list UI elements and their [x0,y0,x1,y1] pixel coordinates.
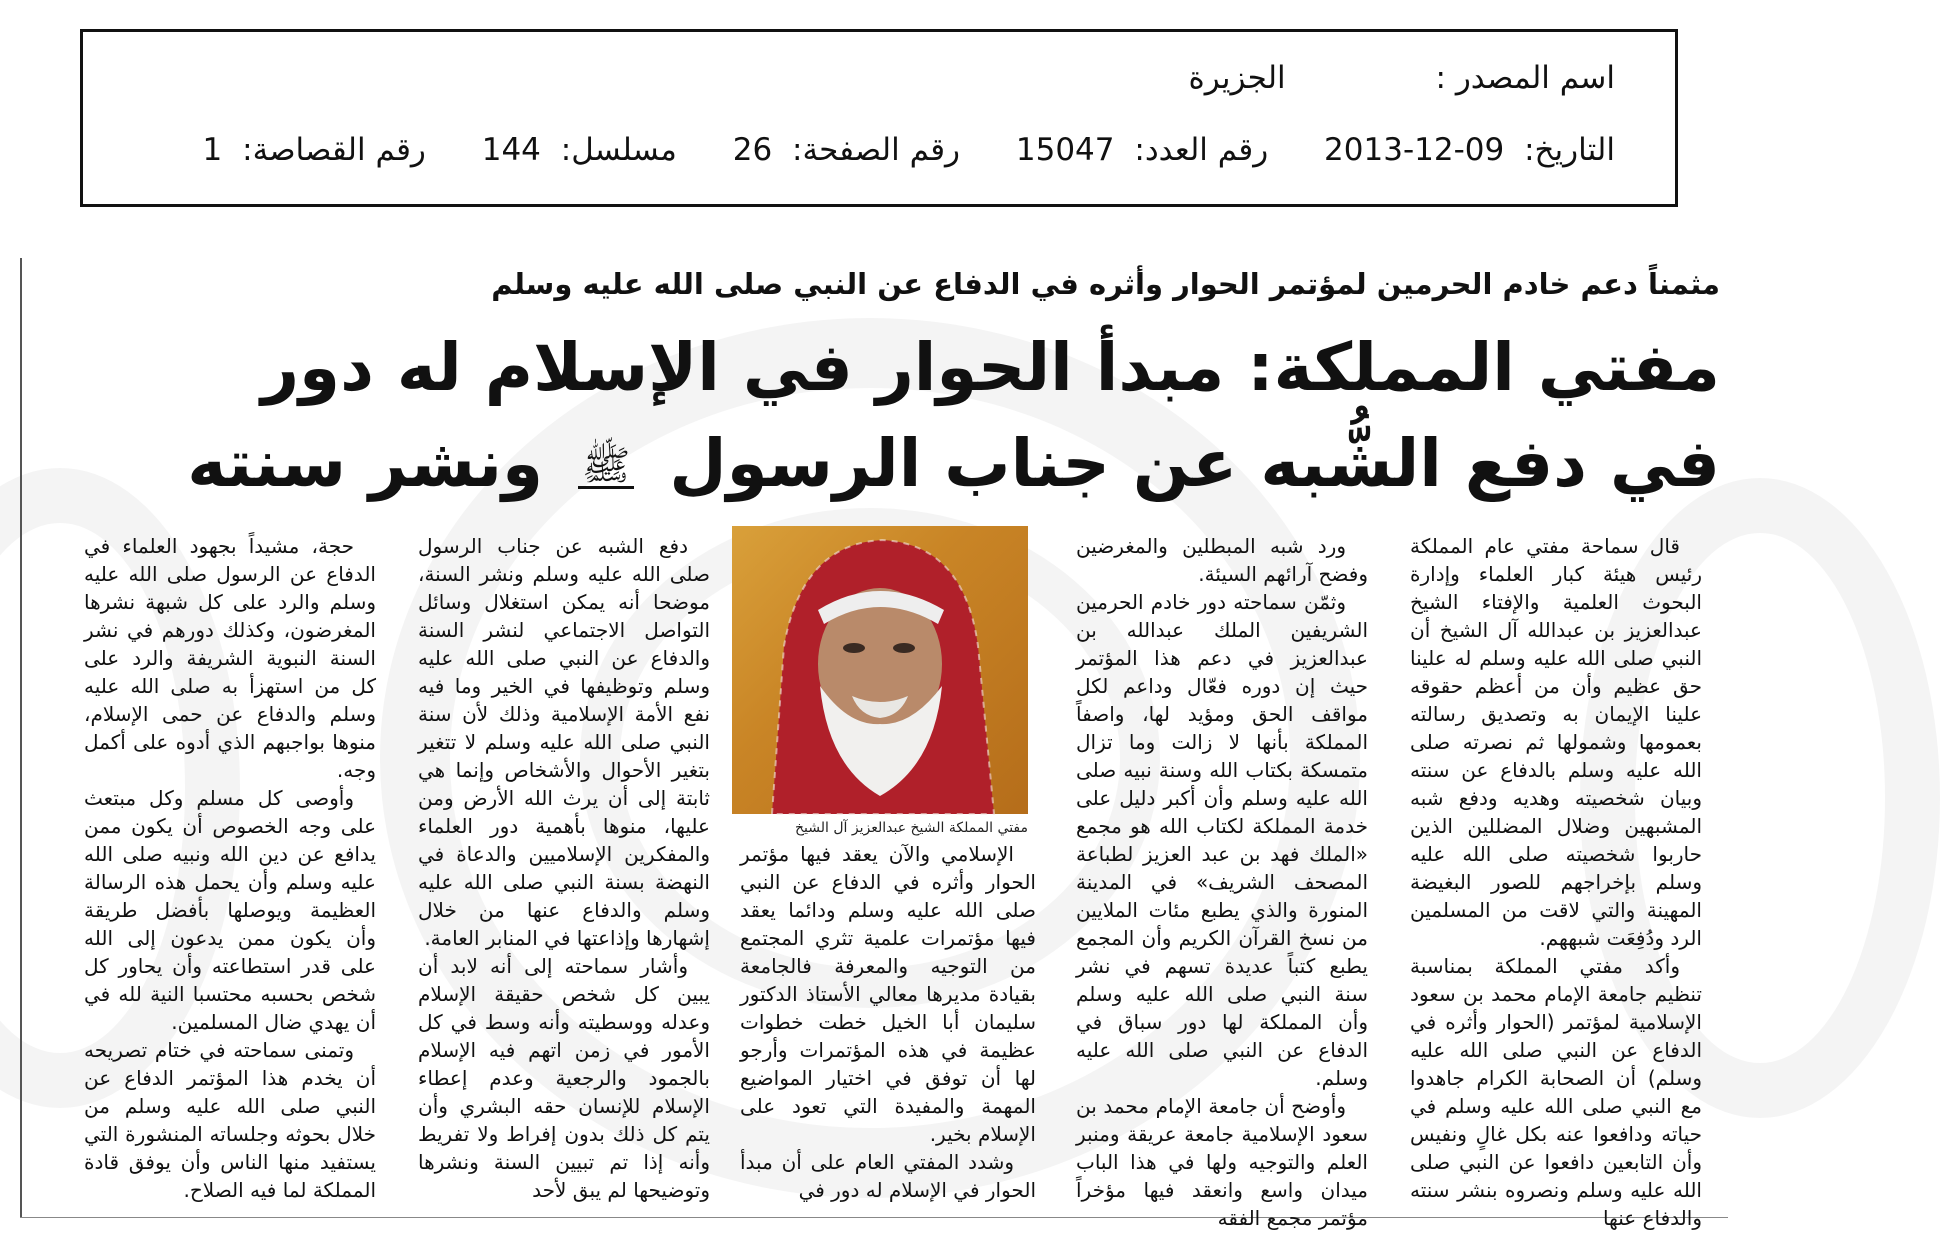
article-column-5 [84,532,376,1200]
clipping-pair [203,132,426,168]
page-label: رقم الصفحة: [792,132,961,168]
source-value: الجزيرة [1188,60,1286,96]
headline-line-2 [60,416,1720,512]
clipping-value: 1 [202,132,223,168]
salutation-glyph: ﷺ [578,446,634,489]
clipping-label: رقم القصاصة: [242,132,426,168]
paragraph: قال سماحة مفتي عام المملكة رئيس هيئة كبار العلماء وإدارة البحوث العلمية والإفتاء الشيخ عبدالعزيز بن عبدالله آل الشيخ أن النبي صلى الله عليه وسلم له علينا حق عظيم وأن من أعظم حقوقه علينا الإيمان به وتصديق رسالته بعمومها وشمولها ثم نصرته صلى الله عليه وسلم بالدفاع عن سنته وبيان شخصيته وهديه ودفع شبه المشبهين وضلال المضللين الذين حاربوا شخصيته صلى الله عليه وسلم بإخراجهم للصور البغيضة المهينة والتي لاقت من المسلمين الرد ودُفِعَت شبههم. [1410,534,1702,950]
paragraph: وثمّن سماحته دور خادم الحرمين الشريفين الملك عبدالله بن عبدالعزيز في دعم هذا المؤتمر حيث إن دوره فعّال وداعم لكل مواقف الحق ومؤيد لها، واصفاً المملكة بأنها لا زالت وما تزال متمسكة بكتاب الله وسنة نبيه صلى الله عليه وسلم وأن أكبر دليل على خدمة المملكة لكتاب الله هو مجمع «الملك فهد بن عبد العزيز لطباعة المصحف الشريف» في المدينة المنورة والذي يطبع مئات الملايين من نسخ القرآن الكريم وأن المجمع يطبع كتباً عديدة تسهم في نشر سنة النبي صلى الله عليه وسلم وأن المملكة لها دور سباق في الدفاع عن النبي صلى الله عليه وسلم. [1076,590,1368,1090]
details-row [203,132,1615,168]
article-kicker: مثمناً دعم خادم الحرمين لمؤتمر الحوار وأثره في الدفاع عن النبي صلى الله عليه وسلم [491,267,1720,301]
date-value: 2013-12-09 [1324,132,1505,168]
source-label: اسم المصدر : [1435,60,1615,96]
issue-value: 15047 [1015,132,1115,168]
paragraph: وأكد مفتي المملكة بمناسبة تنظيم جامعة الإمام محمد بن سعود الإسلامية لمؤتمر (الحوار وأثره في الدفاع عن النبي صلى الله عليه وسلم) أن الصحابة الكرام جاهدوا مع النبي صلى الله عليه وسلم في حياته ودافعوا عنه بكل غالٍ ونفيس وأن التابعين دافعوا عن النبي صلى الله عليه وسلم ونصروه بنشر سنته والدفاع عنها [1410,954,1702,1230]
portrait-illustration [732,526,1028,814]
date-label: التاريخ: [1524,132,1615,168]
article-column-1 [1410,532,1702,1230]
serial-value: 144 [481,132,541,168]
headline-line-2-start: في دفع الشُّبه عن جناب الرسول [669,425,1720,502]
paragraph: وأوصى كل مسلم وكل مبتعث على وجه الخصوص أن يكون ممن يدافع عن دين الله ونبيه صلى الله عليه وسلم وأن يحمل هذه الرسالة العظيمة ويوصلها بأفضل طريقة وأن يكون ممن يدعون إلى الله على قدر استطاعته وأن يحاور كل شخص بحسبه محتسبا النية لله في أن يهدي ضال المسلمين. [84,786,376,1034]
paragraph: وأوضح أن جامعة الإمام محمد بن سعود الإسلامية جامعة عريقة ومنبر العلم والتوجيه ولها في هذا الباب ميدان واسع وانعقد فيها مؤخراً مؤتمر مجمع الفقه [1076,1094,1368,1230]
article-column-3-text [740,840,1036,1210]
article-column-4 [418,532,710,1200]
mufti-photo [732,526,1028,814]
article-headline [60,320,1720,512]
paragraph: وشدد المفتي العام على أن مبدأ الحوار في الإسلام له دور في [740,1150,1036,1202]
metadata-box [80,29,1678,207]
headline-line-1: مفتي المملكة: مبدأ الحوار في الإسلام له دور [261,329,1720,406]
source-row [1189,60,1616,96]
clipping-left-rule [20,258,22,1218]
issue-pair [1016,132,1268,168]
paragraph: دفع الشبه عن جناب الرسول صلى الله عليه وسلم ونشر السنة، موضحا أنه يمكن استغلال وسائل التواصل الاجتماعي لنشر السنة والدفاع عن النبي صلى الله عليه وسلم وتوظيفها في الخير وما فيه نفع الأمة الإسلامية وذلك لأن سنة النبي صلى الله عليه وسلم لا تتغير بتغير الأحوال والأشخاص وإنما هي ثابتة إلى أن يرث الله الأرض ومن عليها، منوها بأهمية دور العلماء والمفكرين الإسلاميين والدعاة في النهضة بسنة النبي صلى الله عليه وسلم والدفاع عنها من خلال إشهارها وإذاعتها في المنابر العامة. [418,534,710,950]
page-value: 26 [732,132,773,168]
paragraph: وأشار سماحته إلى أنه لابد أن يبين كل شخص حقيقة الإسلام وعدله ووسطيته وأنه وسط في كل الأمور في زمن اتهم فيه الإسلام بالجمود والرجعية وعدم إعطاء الإسلام للإنسان حقه البشري وأن يتم كل ذلك بدون إفراط ولا تفريط وأنه إذا تم تبيين السنة ونشرها وتوضيحها لم يبق لأحد [418,954,710,1202]
headline-line-2-end: ونشر سنته [187,425,544,502]
photo-caption: مفتي المملكة الشيخ عبدالعزيز آل الشيخ [795,820,1028,836]
serial-pair [482,132,677,168]
paragraph: الإسلامي والآن يعقد فيها مؤتمر الحوار وأثره في الدفاع عن النبي صلى الله عليه وسلم ودائما يعقد فيها مؤتمرات علمية تثري المجتمع من التوجيه والمعرفة فالجامعة بقيادة مديرها معالي الأستاذ الدكتور سليمان أبا الخيل خطت خطوات عظيمة في هذه المؤتمرات وأرجو لها أن توفق في اختيار المواضيع المهمة والمفيدة التي تعود على الإسلام بخير. [740,842,1036,1146]
paragraph: حجة، مشيداً بجهود العلماء في الدفاع عن الرسول صلى الله عليه وسلم والرد على كل شبهة نشرها المغرضون، وكذلك دورهم في نشر السنة النبوية الشريفة والرد على كل من استهزأ به صلى الله عليه وسلم والدفاع عن حمى الإسلام، منوها بواجبهم الذي أدوه على أكمل وجه. [84,534,376,782]
article-column-2 [1076,532,1368,1230]
date-pair [1324,132,1615,168]
article-column-3 [740,526,1036,1202]
newspaper-clipping [20,258,1728,1230]
serial-label: مسلسل: [560,132,677,168]
page-pair [733,132,960,168]
paragraph: وتمنى سماحته في ختام تصريحه أن يخدم هذا المؤتمر الدفاع عن النبي صلى الله عليه وسلم من خلال بحوثه وجلساته المنشورة التي يستفيد منها الناس وأن يوفق قادة المملكة لما فيه الصلاح. [84,1038,376,1202]
paragraph: ورد شبه المبطلين والمغرضين وفضح آرائهم السيئة. [1076,534,1368,586]
issue-label: رقم العدد: [1134,132,1269,168]
